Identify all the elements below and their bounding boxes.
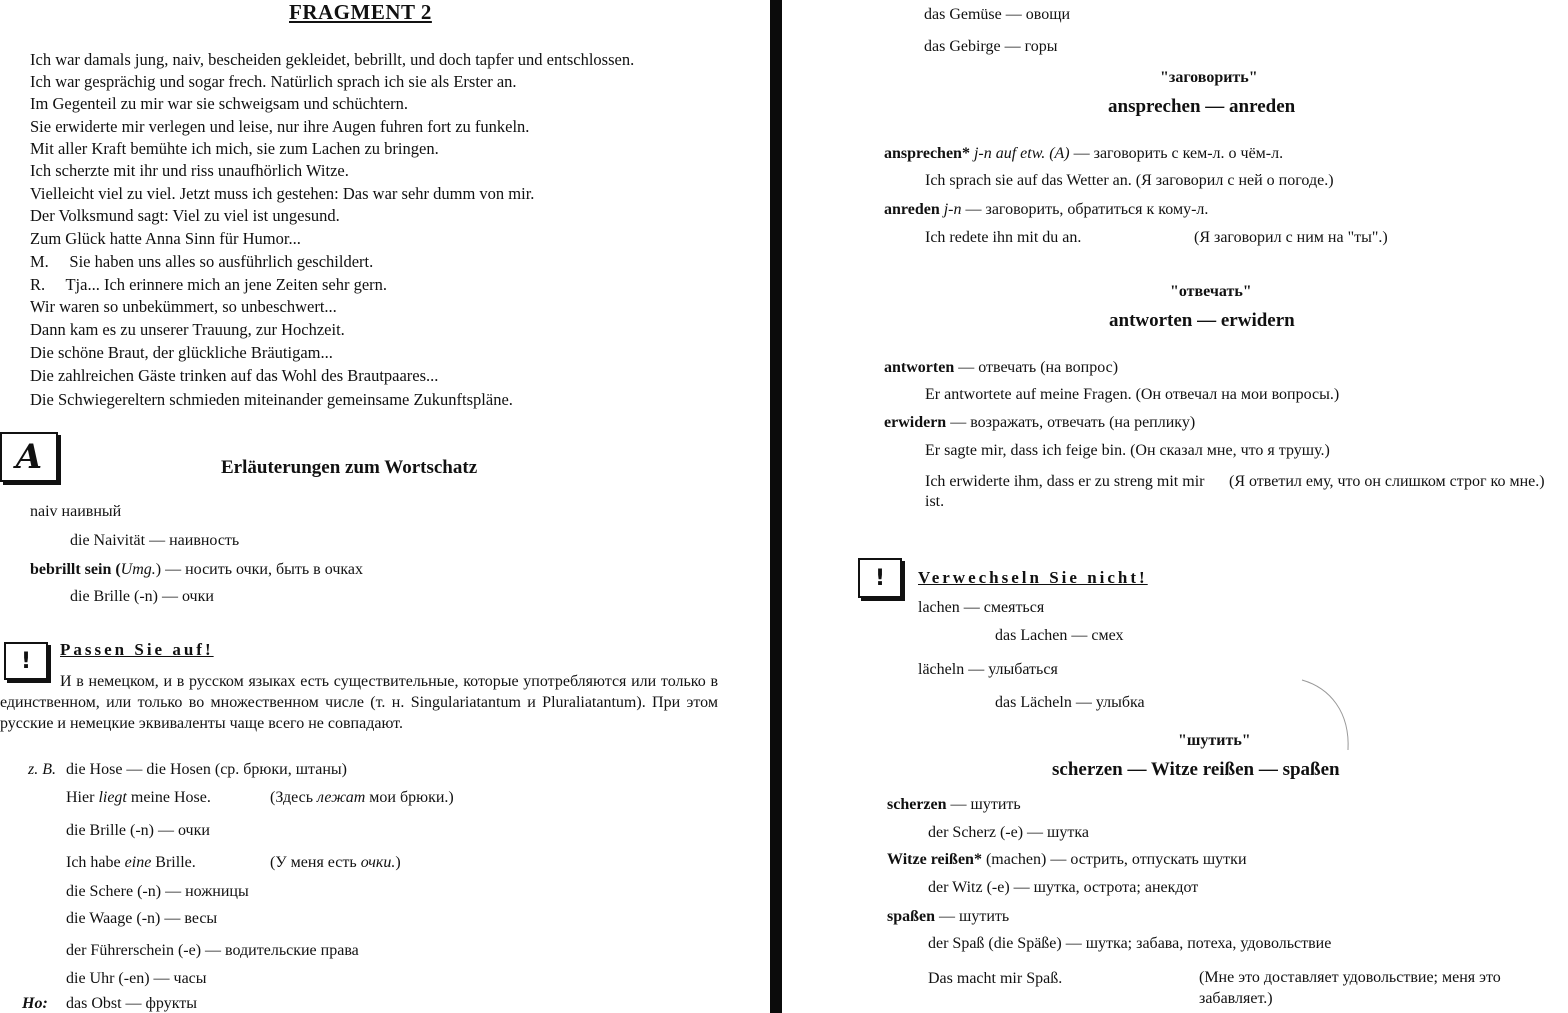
- example-witz: der Witz (-e) — шутка, острота; анекдот: [928, 879, 1199, 896]
- example-macht-ru: (Мне это доставляет удовольствие; меня это забавляет.): [1199, 969, 1501, 1007]
- right-page: [782, 0, 1568, 1013]
- left-page: [0, 0, 770, 1013]
- vocab-gebirge: das Gebirge — горы: [924, 38, 1058, 55]
- example-waage: die Waage (-n) — весы: [66, 910, 218, 927]
- example-fuehrerschein: der Führerschein (-e) — водительские права: [66, 942, 359, 959]
- note-paragraph: И в немецком, и в русском языках есть существительные, которые употребляются или только в единственном, или только во множественном числе (т. н. Singulariatantum и Pluraliatantum). При этом русские и немецкие эквиваленты чаще всего не совпадают.: [0, 673, 718, 732]
- text-line: Die schöne Braut, der glückliche Bräutigam...: [30, 343, 333, 362]
- text-line: Vielleicht viel zu viel. Jetzt muss ich gestehen: Das war sehr dumm von mir.: [30, 184, 535, 203]
- text-line: R. Tja... Ich erinnere mich an jene Zeiten sehr gern.: [30, 275, 388, 294]
- example-schere: die Schere (-n) — ножницы: [66, 883, 249, 900]
- text-line: Der Volksmund sagt: Viel zu viel ist ungesund.: [30, 206, 340, 225]
- vocab-das-lachen: das Lachen — смех: [995, 627, 1124, 644]
- vocab-bebrillt: bebrillt sein (Umg.) — носить очки, быть в очках: [30, 561, 363, 578]
- text-line: Ich war gesprächig und sogar frech. Natürlich sprach ich sie als Erster an.: [30, 72, 517, 91]
- entry-erwidern: erwidern — возражать, отвечать (на реплику): [884, 414, 1196, 431]
- example-spass: der Spaß (die Späße) — шутка; забава, потеха, удовольствие: [928, 935, 1332, 952]
- vocab-laecheln: lächeln — улыбаться: [918, 661, 1058, 678]
- example-sprach: Ich sprach sie auf das Wetter an. (Я заговорил с ней о погоде.): [925, 172, 1334, 189]
- note-heading: Passen Sie auf!: [60, 640, 214, 659]
- quote-otvechat: "отвечать": [1170, 283, 1252, 300]
- text-line: Ich scherzte mit ihr und riss unaufhörlich Witze.: [30, 161, 349, 180]
- exclamation-icon: !: [858, 558, 902, 598]
- heading-ansprechen: ansprechen — anreden: [1108, 96, 1296, 117]
- zb-label: z. B.: [28, 761, 56, 778]
- fragment-title: FRAGMENT 2: [289, 0, 432, 24]
- text-line: M. Sie haben uns alles so ausführlich geschildert.: [30, 252, 374, 271]
- text-line: Ich war damals jung, naiv, bescheiden gekleidet, bebrillt, und doch tapfer und entschlossen.: [30, 50, 635, 69]
- quote-shutit: "шутить": [1178, 732, 1251, 749]
- text-line: Wir waren so unbekümmert, so unbeschwert...: [30, 297, 337, 316]
- note-heading-verwechseln: Verwechseln Sie nicht!: [918, 568, 1148, 587]
- no-label: Но:: [22, 995, 48, 1012]
- entry-witze: Witze reißen* (machen) — острить, отпускать шутки: [887, 851, 1247, 868]
- vocab-das-laecheln: das Lächeln — улыбка: [995, 694, 1145, 711]
- vocab-gemuese: das Gemüse — овощи: [924, 6, 1071, 23]
- example-antwortete: Er antwortete auf meine Fragen. (Он отвечал на мои вопросы.): [925, 386, 1340, 403]
- entry-spassen: spaßen — шутить: [887, 908, 1010, 925]
- book-spine: [770, 0, 782, 1013]
- heading-antworten: antworten — erwidern: [1109, 310, 1295, 331]
- quote-zagovorit: "заговорить": [1160, 69, 1258, 86]
- example-erwiderte: Ich erwiderte ihm, dass er zu streng mit mir ist.: [925, 473, 1205, 510]
- example-ich-ru: (У меня есть очки.): [270, 854, 401, 871]
- example-scherz: der Scherz (-e) — шутка: [928, 824, 1089, 841]
- example-erwiderte-ru: (Я ответил ему, что он слишком строг ко мне.): [1229, 473, 1545, 490]
- example-brille: die Brille (-n) — очки: [66, 822, 210, 839]
- text-line: Im Gegenteil zu mir war sie schweigsam und schüchtern.: [30, 94, 409, 113]
- entry-ansprechen: ansprechen* j-n auf etw. (A) — заговорить с кем-л. о чём-л.: [884, 145, 1284, 162]
- example-macht: Das macht mir Spaß.: [928, 970, 1063, 987]
- example-obst: das Obst — фрукты: [66, 995, 198, 1012]
- text-line: Sie erwiderte mir verlegen und leise, nur ihre Augen fuhren fort zu funkeln.: [30, 117, 530, 136]
- heading-scherzen: scherzen — Witze reißen — spaßen: [1052, 759, 1340, 780]
- entry-anreden: anreden j-n — заговорить, обратиться к кому-л.: [884, 201, 1209, 218]
- text-line: Zum Glück hatte Anna Sinn für Humor...: [30, 229, 301, 248]
- example-hose: die Hose — die Hosen (ср. брюки, штаны): [66, 761, 347, 778]
- pencil-mark: [1300, 676, 1360, 756]
- vocab-brille: die Brille (-n) — очки: [70, 588, 214, 605]
- vocab-a-icon: A: [0, 432, 58, 482]
- example-sagte: Er sagte mir, dass ich feige bin. (Он сказал мне, что я трушу.): [925, 442, 1330, 459]
- example-ich: Ich habe eine Brille.: [66, 854, 196, 871]
- text-line: Mit aller Kraft bemühte ich mich, sie zum Lachen zu bringen.: [30, 139, 439, 158]
- vocab-naiv: naiv наивный: [30, 503, 122, 520]
- example-redete-ru: (Я заговорил с ним на "ты".): [1194, 229, 1388, 246]
- vocab-naivitaet: die Naivität — наивность: [70, 532, 240, 549]
- vocab-heading: Erläuterungen zum Wortschatz: [221, 457, 478, 478]
- text-line: Die zahlreichen Gäste trinken auf das Wohl des Brautpaares...: [30, 366, 439, 385]
- vocab-lachen: lachen — смеяться: [918, 599, 1045, 616]
- example-hier-ru: (Здесь лежат мои брюки.): [270, 789, 454, 806]
- example-redete: Ich redete ihn mit du an.: [925, 229, 1082, 246]
- example-hier: Hier liegt meine Hose.: [66, 789, 211, 806]
- entry-scherzen: scherzen — шутить: [887, 796, 1021, 813]
- exclamation-icon: !: [4, 642, 48, 680]
- example-uhr: die Uhr (-en) — часы: [66, 970, 207, 987]
- text-line: Dann kam es zu unserer Trauung, zur Hochzeit.: [30, 320, 345, 339]
- entry-antworten: antworten — отвечать (на вопрос): [884, 359, 1119, 376]
- text-line: Die Schwiegereltern schmieden miteinander gemeinsame Zukunftspläne.: [30, 390, 513, 409]
